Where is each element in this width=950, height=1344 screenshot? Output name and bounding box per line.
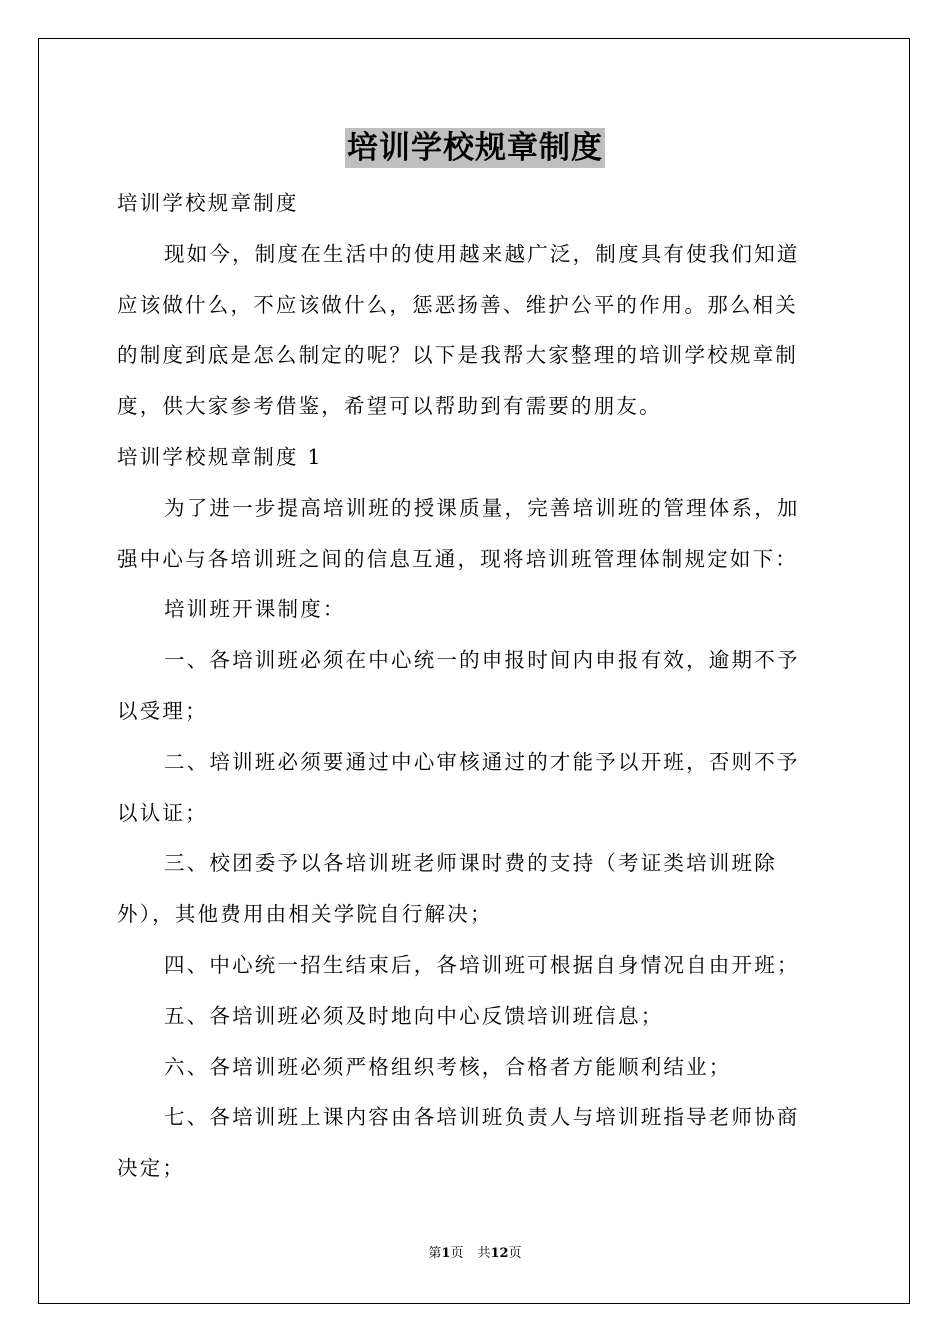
text-line: 七、各培训班上课内容由各培训班负责人与培训班指导老师协商: [164, 1105, 800, 1130]
total-suffix: 页: [508, 1246, 522, 1261]
page-prefix: 第: [428, 1246, 442, 1261]
text-line: 现如今，制度在生活中的使用越来越广泛，制度具有使我们知道: [164, 241, 800, 266]
text-line: 三、校团委予以各培训班老师课时费的支持（考证类培训班除: [164, 851, 777, 876]
text-line: 一、各培训班必须在中心统一的申报时间内申报有效，逾期不予: [164, 648, 800, 673]
text-line: 五、各培训班必须及时地向中心反馈培训班信息；: [164, 1003, 664, 1028]
text-line: 度，供大家参考借鉴，希望可以帮助到有需要的朋友。: [117, 394, 662, 419]
text-line: 培训班开课制度：: [164, 597, 346, 622]
total-pages: 12: [490, 1246, 509, 1261]
text-line: 为了进一步提高培训班的授课质量，完善培训班的管理体系，加: [164, 495, 800, 520]
text-line: 外），其他费用由相关学院自行解决；: [117, 902, 493, 927]
text-line: 四、中心统一招生结束后，各培训班可根据自身情况自由开班；: [164, 952, 800, 977]
text-line: 以认证；: [117, 800, 208, 825]
text-line: 应该做什么，不应该做什么，惩恶扬善、维护公平的作用。那么相关: [117, 292, 798, 317]
document-body: [117, 178, 833, 1194]
title-area: [0, 128, 950, 168]
page-footer: [0, 1244, 950, 1264]
document-title: 培训学校规章制度: [347, 130, 603, 166]
text-line: 培训学校规章制度: [117, 191, 299, 215]
text-line: 六、各培训班必须严格组织考核，合格者方能顺利结业；: [164, 1054, 732, 1079]
text-line: 培训学校规章制度 1: [117, 444, 323, 469]
page-suffix: 页: [450, 1246, 464, 1261]
page-number: 1: [441, 1246, 451, 1261]
text-line: 强中心与各培训班之间的信息互通，现将培训班管理体制规定如下：: [117, 546, 798, 571]
text-line: 二、培训班必须要通过中心审核通过的才能予以开班，否则不予: [164, 749, 800, 774]
text-line: 以受理；: [117, 698, 208, 723]
total-prefix: 共: [477, 1246, 491, 1261]
text-line: 决定；: [117, 1156, 186, 1181]
text-line: 的制度到底是怎么制定的呢？以下是我帮大家整理的培训学校规章制: [117, 343, 798, 368]
